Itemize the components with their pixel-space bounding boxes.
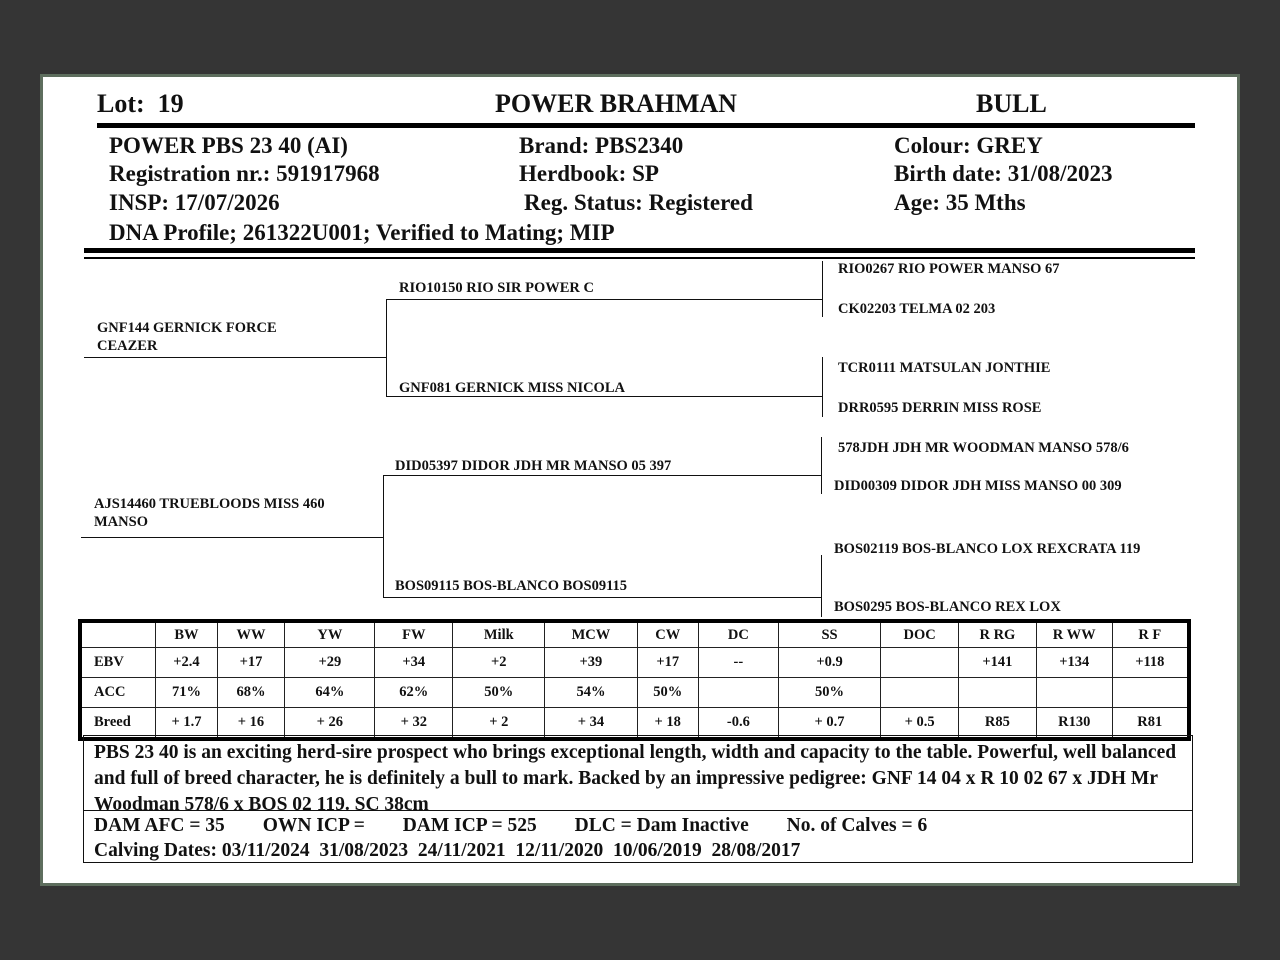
sire-bracket [386,299,387,396]
sd-bracket [822,357,823,417]
ebv-col-header: DC [698,621,778,648]
acc-row [80,678,1189,708]
pedigree-dd-sire: BOS02119 BOS-BLANCO LOX REXCRATA 119 [834,541,1141,557]
dam-info-box [83,811,1193,863]
table-cell: +2.4 [156,648,217,678]
pedigree-ds-dam: DID00309 DIDOR JDH MISS MANSO 00 309 [834,478,1122,494]
pedigree-dd-dam: BOS0295 BOS-BLANCO REX LOX [834,599,1061,615]
registration-status: Reg. Status: Registered [524,190,753,215]
table-cell: + 16 [217,708,285,740]
dd-bracket [821,555,822,617]
ebv-col-header: FW [375,621,453,648]
ebv-col-header: YW [285,621,375,648]
pedigree-sd-dam: DRR0595 DERRIN MISS ROSE [838,400,1042,416]
sale-lot-card [40,74,1240,886]
ss-bracket [822,261,823,317]
table-cell [881,648,959,678]
table-cell: +34 [375,648,453,678]
dam-sire-line [383,475,821,476]
dna-profile: DNA Profile; 261322U001; Verified to Mating; MIP [109,220,615,245]
brand: Brand: PBS2340 [519,133,684,158]
ebv-col-header: BW [156,621,217,648]
ebv-col-header: MCW [545,621,637,648]
ebv-table [78,619,1191,741]
table-cell [959,678,1037,708]
sex-label: BULL [976,89,1047,118]
ebv-col-header: R WW [1036,621,1112,648]
ebv-header-row [80,621,1189,648]
dam-afc: DAM AFC = 35 [94,815,225,836]
pedigree-dam-dam: BOS09115 BOS-BLANCO BOS09115 [395,578,628,594]
dam-icp: DAM ICP = 525 [402,815,537,836]
registration-number: Registration nr.: 591917968 [109,161,380,186]
table-cell: + 2 [453,708,545,740]
table-cell: +29 [285,648,375,678]
table-cell: 64% [285,678,375,708]
ebv-col-header: Milk [453,621,545,648]
table-cell: 50% [637,678,698,708]
dam-dam-line [383,597,821,598]
table-cell [1036,678,1112,708]
age: Age: 35 Mths [894,190,1026,215]
table-cell: 54% [545,678,637,708]
table-cell: + 32 [375,708,453,740]
dam-stats-line [94,813,1182,838]
pedigree-sd-sire: TCR0111 MATSULAN JONTHIE [838,360,1051,376]
table-cell: R85 [959,708,1037,740]
table-cell: + 26 [285,708,375,740]
row-label: Breed [80,708,156,740]
breed-title: POWER BRAHMAN [495,89,737,118]
table-cell: 62% [375,678,453,708]
lot-number: 19 [157,89,184,118]
animal-name: POWER PBS 23 40 (AI) [109,133,348,158]
table-cell [1112,678,1189,708]
table-cell: + 18 [637,708,698,740]
lot-label-text: Lot: [97,89,145,118]
table-cell: + 1.7 [156,708,217,740]
ebv-row [80,648,1189,678]
table-cell [881,678,959,708]
dlc-status: DLC = Dam Inactive [574,815,749,836]
ebv-col-header: DOC [881,621,959,648]
pedigree-sire-sire: RIO10150 RIO SIR POWER C [399,280,594,296]
table-cell: R130 [1036,708,1112,740]
header-rule [97,123,1195,128]
dam-line [81,537,383,538]
pedigree-ss-sire: RIO0267 RIO POWER MANSO 67 [838,261,1060,277]
pedigree-dam-sire: DID05397 DIDOR JDH MR MANSO 05 397 [395,458,672,474]
ebv-col-header: SS [778,621,880,648]
own-icp: OWN ICP = [262,815,365,836]
pedigree-sire-dam: GNF081 GERNICK MISS NICOLA [399,380,625,396]
table-cell: R81 [1112,708,1189,740]
table-cell: +39 [545,648,637,678]
pedigree-sire: GNF144 GERNICK FORCE CEAZER [97,320,277,354]
pedigree-ds-sire: 578JDH JDH MR WOODMAN MANSO 578/6 [838,440,1129,456]
table-cell: 71% [156,678,217,708]
table-cell [698,678,778,708]
table-cell: 50% [453,678,545,708]
info-rule-thin [84,257,1195,259]
table-cell: 68% [217,678,285,708]
table-cell: +118 [1112,648,1189,678]
row-label: ACC [80,678,156,708]
calves-count: No. of Calves = 6 [786,815,928,836]
table-cell: +141 [959,648,1037,678]
sire-sire-line [386,299,822,300]
ebv-col-header [80,621,156,648]
table-cell: 50% [778,678,880,708]
ebv-col-header: CW [637,621,698,648]
comment-box [83,735,1193,815]
dam-bracket [383,475,384,597]
table-cell: + 0.7 [778,708,880,740]
table-cell: +17 [637,648,698,678]
birth-date: Birth date: 31/08/2023 [894,161,1113,186]
ebv-col-header: R F [1112,621,1189,648]
table-cell: -0.6 [698,708,778,740]
table-cell: +17 [217,648,285,678]
ebv-col-header: R RG [959,621,1037,648]
pedigree-ss-dam: CK02203 TELMA 02 203 [838,301,996,317]
calving-dates: Calving Dates: 03/11/2024 31/08/2023 24/11/2021 12/11/2020 10/06/2019 28/08/2017 [94,840,801,861]
table-cell: +134 [1036,648,1112,678]
table-cell: + 0.5 [881,708,959,740]
lot-label [97,89,184,119]
table-cell: + 34 [545,708,637,740]
colour: Colour: GREY [894,133,1043,158]
sire-line [84,357,386,358]
pedigree-dam: AJS14460 TRUEBLOODS MISS 460 MANSO [94,496,325,530]
row-label: EBV [80,648,156,678]
table-cell: +0.9 [778,648,880,678]
herdbook: Herdbook: SP [519,161,659,186]
ds-bracket [821,437,822,494]
table-cell: -- [698,648,778,678]
comment-text: PBS 23 40 is an exciting herd-sire prospect who brings exceptional length, width and capacity to the table. Powerful, well balanced and full of breed character, he is definitely a bull to mark. Backed by an impressive pedigree: GNF 14 04 x R 10 02 67 x JDH Mr Woodman 578/6 x BOS 02 119. SC 38cm [94,742,1177,815]
ebv-col-header: WW [217,621,285,648]
insp-date: INSP: 17/07/2026 [109,190,280,215]
table-cell: +2 [453,648,545,678]
info-rule-thick [84,248,1195,253]
